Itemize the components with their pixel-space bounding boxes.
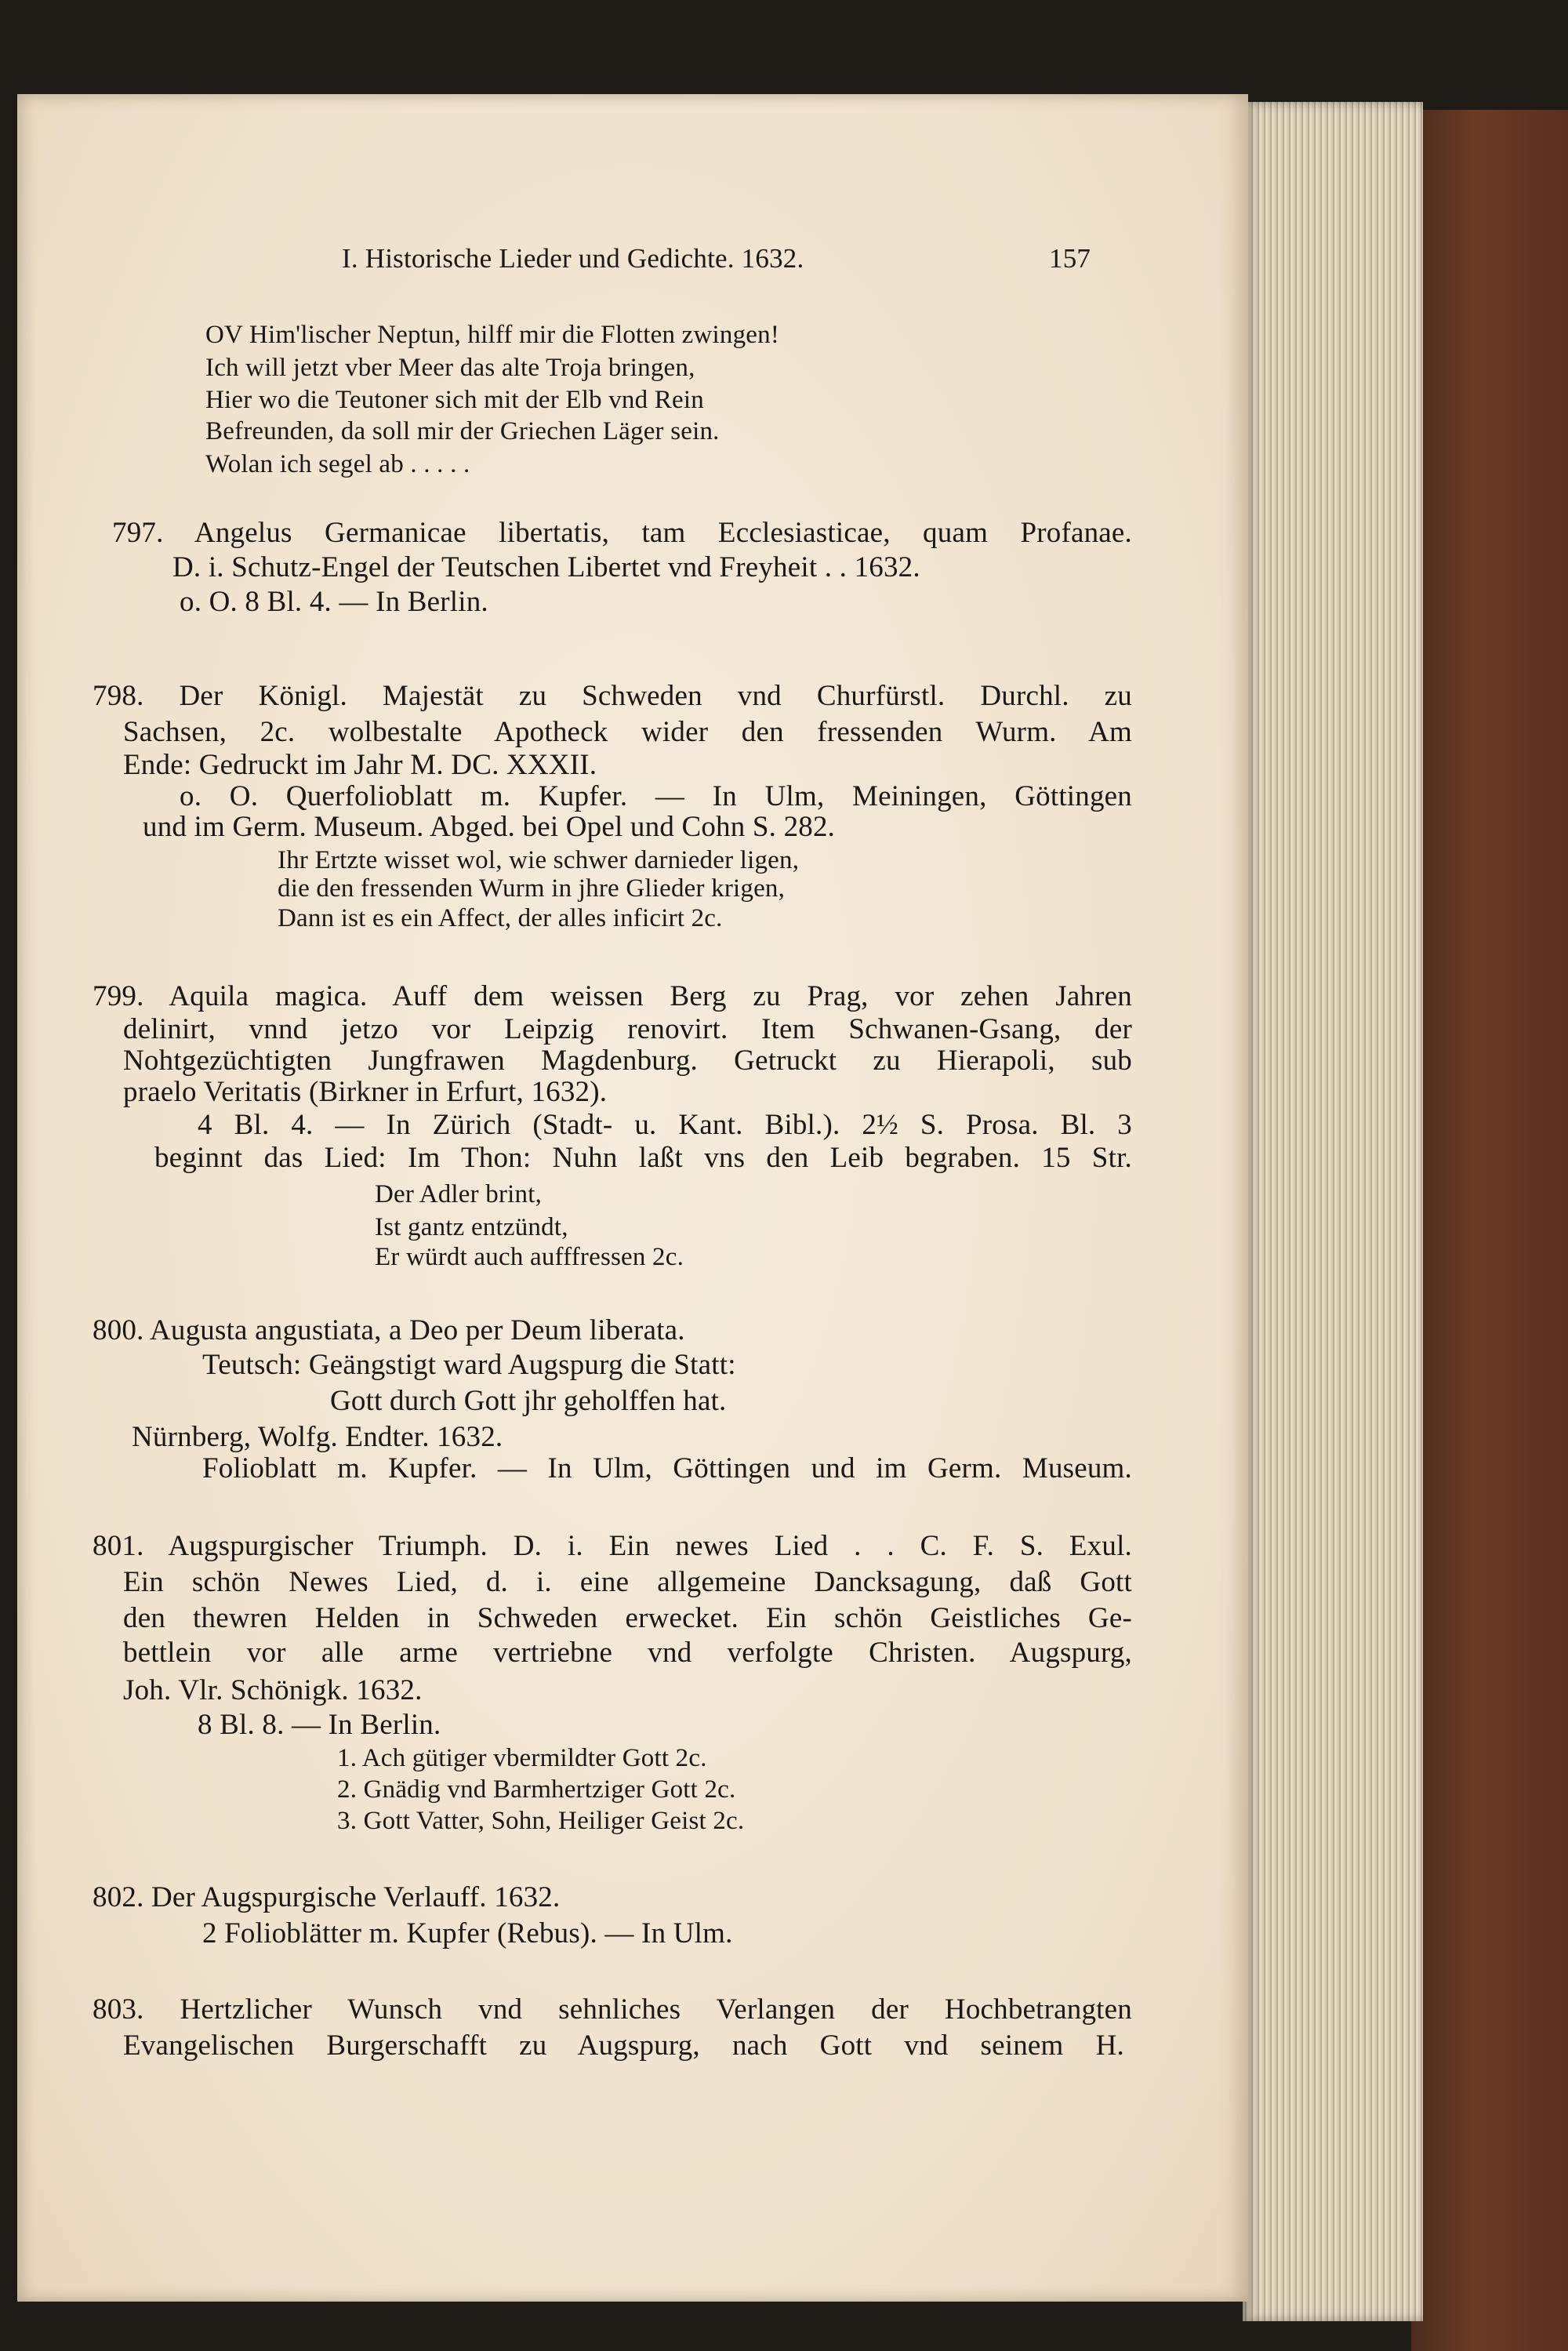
verse-line: die den fressenden Wurm in jhre Glieder krigen, xyxy=(278,874,786,903)
entry-801-line: bettlein vor alle arme vertriebne vnd verfolgte Christen. Augspurg, xyxy=(123,1637,1132,1669)
entry-800-line: Gott durch Gott jhr geholffen hat. xyxy=(330,1385,727,1417)
song-list-item: 3. Gott Vatter, Sohn, Heiliger Geist 2c. xyxy=(337,1807,745,1835)
poem-line: Ich will jetzt vber Meer das alte Troja bringen, xyxy=(205,354,695,382)
entry-799-line: praelo Veritatis (Birkner in Erfurt, 1632). xyxy=(123,1076,608,1108)
song-list-item: 1. Ach gütiger vbermildter Gott 2c. xyxy=(337,1744,707,1772)
entry-801-line: Ein schön Newes Lied, d. i. eine allgemeine Dancksagung, daß Gott xyxy=(123,1566,1132,1598)
verse-line: Er würdt auch aufffressen 2c. xyxy=(375,1243,684,1271)
verse-line: Der Adler brint, xyxy=(375,1180,543,1208)
entry-800-title: 800. Augusta angustiata, a Deo per Deum liberata. xyxy=(93,1314,685,1346)
entry-799-title: 799. Aquila magica. Auff dem weissen Berg zu Prag, vor zehen Jahren xyxy=(93,980,1132,1012)
poem-line: Wolan ich segel ab . . . . . xyxy=(205,450,470,478)
entry-803-title: 803. Hertzlicher Wunsch vnd sehnliches Verlangen der Hochbetrangten xyxy=(93,1993,1132,2026)
entry-798-note: und im Germ. Museum. Abged. bei Opel und Cohn S. 282. xyxy=(143,811,836,843)
poem-line: Befreunden, da soll mir der Griechen Läger sein. xyxy=(205,417,720,445)
entry-797-title: 797. Angelus Germanicae libertatis, tam Ecclesiasticae, quam Profanae. xyxy=(112,517,1132,549)
entry-801-line: Joh. Vlr. Schönigk. 1632. xyxy=(123,1674,423,1706)
book-cover xyxy=(1411,110,1568,2351)
page-number: 157 xyxy=(1049,243,1091,274)
entry-801-title: 801. Augspurgischer Triumph. D. i. Ein newes Lied . . C. F. S. Exul. xyxy=(93,1530,1132,1562)
entry-797-line: D. i. Schutz-Engel der Teutschen Libertet vnd Freyheit . . 1632. xyxy=(172,551,920,583)
entry-799-line: delinirt, vnnd jetzo vor Leipzig renovirt. Item Schwanen-Gsang, der xyxy=(123,1013,1132,1045)
entry-801-line: den thewren Helden in Schweden erwecket. Ein schön Geistliches Ge- xyxy=(123,1602,1132,1634)
entry-798-line: Ende: Gedruckt im Jahr M. DC. XXXII. xyxy=(123,749,597,781)
entry-800-note: Folioblatt m. Kupfer. — In Ulm, Göttingen und im Germ. Museum. xyxy=(202,1452,1132,1484)
entry-799-note: beginnt das Lied: Im Thon: Nuhn laßt vns den Leib begraben. 15 Str. xyxy=(154,1142,1132,1174)
running-title: I. Historische Lieder und Gedichte. 1632. xyxy=(342,243,804,274)
verse-line: Ist gantz entzündt, xyxy=(375,1213,568,1241)
verse-line: Dann ist es ein Affect, der alles inficirt 2c. xyxy=(278,904,723,932)
entry-799-note: 4 Bl. 4. — In Zürich (Stadt- u. Kant. Bibl.). 2½ S. Prosa. Bl. 3 xyxy=(198,1109,1132,1141)
entry-802-note: 2 Folioblätter m. Kupfer (Rebus). — In Ulm. xyxy=(202,1917,733,1949)
entry-803-line: Evangelischen Burgerschafft zu Augspurg, nach Gott vnd seinem H. xyxy=(123,2029,1124,2062)
entry-798-title: 798. Der Königl. Majestät zu Schweden vnd Churfürstl. Durchl. zu xyxy=(93,680,1132,712)
poem-line: Hier wo die Teutoner sich mit der Elb vnd Rein xyxy=(205,386,704,414)
entry-799-line: Nohtgezüchtigten Jungfrawen Magdenburg. Getruckt zu Hierapoli, sub xyxy=(123,1045,1132,1077)
poem-line: OV Him'lischer Neptun, hilff mir die Flotten zwingen! xyxy=(205,321,780,349)
page-edges xyxy=(1243,102,1423,2321)
entry-797-note: o. O. 8 Bl. 4. — In Berlin. xyxy=(180,586,488,618)
entry-802-title: 802. Der Augspurgische Verlauff. 1632. xyxy=(93,1881,561,1913)
entry-801-note: 8 Bl. 8. — In Berlin. xyxy=(198,1709,441,1741)
entry-800-line: Nürnberg, Wolfg. Endter. 1632. xyxy=(132,1421,503,1453)
entry-798-line: Sachsen, 2c. wolbestalte Apotheck wider den fressenden Wurm. Am xyxy=(123,716,1132,748)
entry-798-note: o. O. Querfolioblatt m. Kupfer. — In Ulm, Meiningen, Göttingen xyxy=(180,780,1132,812)
verse-line: Ihr Ertzte wisset wol, wie schwer darnieder ligen, xyxy=(278,846,800,874)
entry-800-line: Teutsch: Geängstigt ward Augspurg die Statt: xyxy=(202,1349,736,1381)
song-list-item: 2. Gnädig vnd Barmhertziger Gott 2c. xyxy=(337,1775,736,1804)
